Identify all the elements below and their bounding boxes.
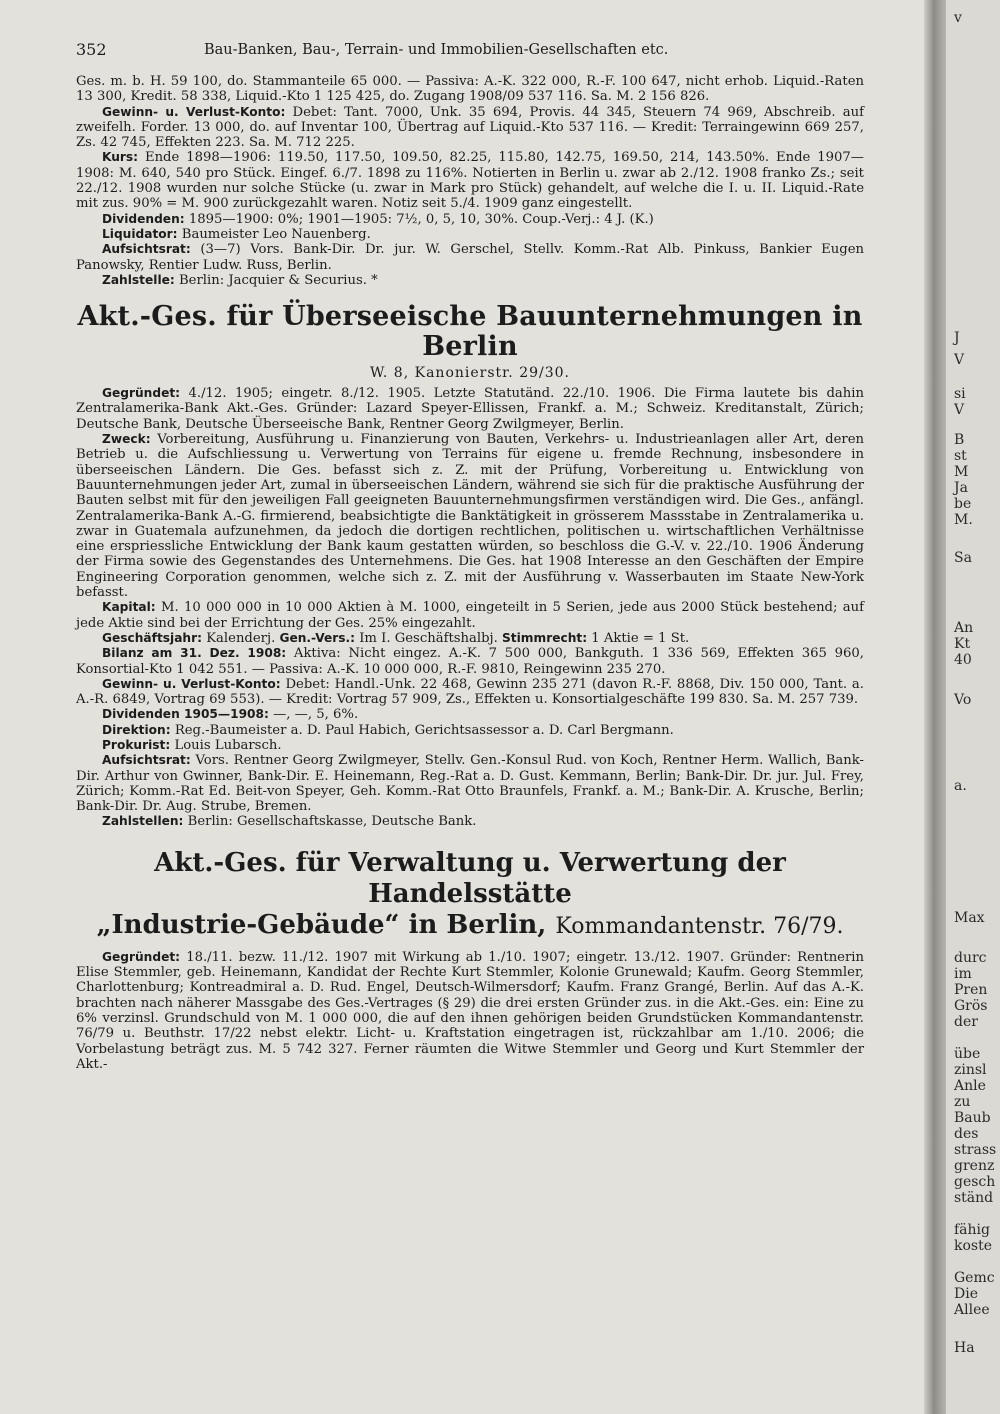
section2-direktion: Direktion: Reg.-Baumeister a. D. Paul Habich, Gerichtsassessor a. D. Carl Bergmann. xyxy=(102,722,674,738)
margin-fragment: Ha xyxy=(954,1340,975,1356)
section2-zahl-label: Zahlstellen: xyxy=(102,814,184,829)
margin-fragment: der xyxy=(954,1014,978,1030)
section2-div-label: Dividenden 1905—1908: xyxy=(102,707,269,722)
margin-fragment: B xyxy=(954,432,965,448)
section3-gegr-label: Gegründet: xyxy=(102,949,181,964)
margin-fragment: Grös xyxy=(954,998,988,1014)
book-gutter xyxy=(924,0,946,1414)
section2-prok-label: Prokurist: xyxy=(102,737,171,752)
section1-zahlstelle: Zahlstelle: Berlin: Jacquier & Securius. * xyxy=(102,272,378,288)
section2-kapital: Kapital: M. 10 000 000 in 10 000 Aktien à M. 1000, eingeteilt in 5 Serien, jede aus 2000 Stück bestehend; auf jede Aktie sind bei der Errichtung der Ges. 25% eingezahlt. xyxy=(76,600,864,631)
section2-bilanz: Bilanz am 31. Dez. 1908: Aktiva: Nicht eingez. A.-K. 7 500 000, Bankguth. 1 336 569, Effekten 365 960, Konsortial-Kto 1 042 551. — Passiva: A.-K. 10 000 000, R.-F. 9810, Reingewinn 235 270. xyxy=(76,646,864,677)
margin-fragment: strass xyxy=(954,1142,997,1158)
section1-zahl-label: Zahlstelle: xyxy=(102,272,175,287)
section2-bil-label: Bilanz am 31. Dez. 1908: xyxy=(102,646,287,661)
section2-gv-label: Gen.-Vers.: xyxy=(279,630,356,645)
margin-fragment: koste xyxy=(954,1238,993,1254)
margin-fragment: des xyxy=(954,1126,979,1142)
margin-fragment: be xyxy=(954,496,972,512)
section2-aufs-label: Aufsichtsrat: xyxy=(102,753,191,768)
margin-fragment: zu xyxy=(954,1094,971,1110)
margin-fragment: J xyxy=(954,330,960,346)
margin-fragment: Anle xyxy=(954,1078,986,1094)
page-content xyxy=(76,40,864,1072)
margin-fragment: fähig xyxy=(954,1222,990,1238)
section2-dir-label: Direktion: xyxy=(102,722,171,737)
margin-fragment: Vo xyxy=(954,692,972,708)
margin-fragment: a. xyxy=(954,778,967,794)
running-header xyxy=(76,40,864,74)
section1-liquidator: Liquidator: Baumeister Leo Nauenberg. xyxy=(102,226,371,242)
section2-st-label: Stimmrecht: xyxy=(502,630,588,645)
section1-kurs-label: Kurs: xyxy=(102,150,139,165)
section2-address: W. 8, Kanonierstr. 29/30. xyxy=(369,365,571,382)
section3-title-line2: „Industrie-Gebäude“ in Berlin, xyxy=(96,909,547,940)
section1-aufs-label: Aufsichtsrat: xyxy=(102,242,191,257)
margin-fragment: st xyxy=(954,448,967,464)
margin-fragment: 40 xyxy=(954,652,972,668)
margin-fragment: Ja xyxy=(954,480,968,496)
section2-dividenden: Dividenden 1905—1908: —, —, 5, 6%. xyxy=(102,707,359,723)
margin-fragment: si xyxy=(954,386,966,402)
margin-fragment: Allee xyxy=(954,1302,990,1318)
margin-fragment: grenz xyxy=(954,1158,995,1174)
section2-kap-label: Kapital: xyxy=(102,600,156,615)
margin-fragment: v xyxy=(954,10,962,26)
section2-gewinn: Gewinn- u. Verlust-Konto: Debet: Handl.-Unk. 22 468, Gewinn 235 271 (davon R.-F. 8868, Div. 150 000, Tant. a. A.-R. 6849, Vortrag 69 553). — Kredit: Vortrag 57 909, Zs., Effekten u. Konsortialgeschäfte 199 830. Sa. M. 257 739. xyxy=(76,676,864,708)
section1-kurs: Kurs: Ende 1898—1906: 119.50, 117.50, 109.50, 82.25, 115.80, 142.75, 169.50, 214, 143.50%. Ende 1907—1908: M. 640, 540 pro Stück. Eingef. 6./7. 1898 zu 116%. Notierten in Berlin u. zwar ab 2./12. 1908 franko Zs.; seit 22./12. 1908 wurden nur solche Stücke (u. zwar in Mark pro Stück) gehandelt, auf welche die I. u. II. Liquid.-Rate mit zus. 90% = M. 900 zurückgezahlt waren. Notiz seit 5./4. 1909 ganz eingestellt. xyxy=(76,150,864,212)
section1-div-label: Dividenden: xyxy=(102,211,185,226)
section2-zahlstellen: Zahlstellen: Berlin: Gesellschaftskasse, Deutsche Bank. xyxy=(102,814,477,830)
section1-intro: Ges. m. b. H. 59 100, do. Stammanteile 65 000. — Passiva: A.-K. 322 000, R.-F. 100 647, nicht erhob. Liquid.-Raten 13 300, Kredit. 58 338, Liquid.-Kto 1 125 425, do. Zugang 1908/09 537 116. Sa. M. 2 156 826. xyxy=(76,74,864,105)
section2-aufsichtsrat: Aufsichtsrat: Vors. Rentner Georg Zwilgmeyer, Stellv. Gen.-Konsul Rud. von Koch, Rentner Herm. Wallich, Bank-Dir. Arthur von Gwinner, Bank-Dir. E. Heinemann, Reg.-Rat a. D. Gust. Kemmann, Berlin; Bank-Dir. Dr. jur. Jul. Frey, Zürich; Komm.-Rat Ed. Beit-von Speyer, Geh. Komm.-Rat Otto Braunfels, Frankf. a. M.; Bank-Dir. A. Krusche, Berlin; Bank-Dir. Dr. Aug. Strube, Bremen. xyxy=(76,753,864,815)
section3-title-line1: Akt.-Ges. für Verwaltung u. Verwertung der Handelsstätte xyxy=(154,847,786,909)
section3-title xyxy=(76,848,864,942)
next-page-edge xyxy=(946,0,1000,1414)
margin-fragment: Sa xyxy=(954,550,972,566)
margin-fragment: Pren xyxy=(954,982,988,998)
running-title: Bau-Banken, Bau-, Terrain- und Immobilien-Gesellschaften etc. xyxy=(204,42,669,58)
section2-prokurist: Prokurist: Louis Lubarsch. xyxy=(102,737,282,753)
margin-fragment: Kt xyxy=(954,636,971,652)
margin-fragment: Gemc xyxy=(954,1270,995,1286)
page-number: 352 xyxy=(76,40,107,59)
margin-fragment: M. xyxy=(954,512,973,528)
section2-gegruendet: Gegründet: 4./12. 1905; eingetr. 8./12. 1905. Letzte Statutänd. 22./10. 1906. Die Firma lautete bis dahin Zentralamerika-Bank Akt.-Ges. Gründer: Lazard Speyer-Ellissen, Frankf. a. M.; Schweiz. Kreditanstalt, Zürich; Deutsche Bank, Deutsche Überseeische Bank, Rentner Georg Zwilgmeyer, Berlin. xyxy=(76,386,864,432)
section1-gewinn-label: Gewinn- u. Verlust-Konto: xyxy=(102,104,286,119)
margin-fragment: V xyxy=(954,402,965,418)
section3-title-address: Kommandantenstr. 76/79. xyxy=(555,913,844,939)
section1-dividenden: Dividenden: 1895—1900: 0%; 1901—1905: 7½, 0, 5, 10, 30%. Coup.-Verj.: 4 J. (K.) xyxy=(102,211,654,227)
margin-fragment: im xyxy=(954,966,972,982)
margin-fragment: Die xyxy=(954,1286,978,1302)
section2-guv-label: Gewinn- u. Verlust-Konto: xyxy=(102,676,281,691)
section2-geschaeftsjahr: Geschäftsjahr: Kalenderj. Gen.-Vers.: Im I. Geschäftshalbj. Stimmrecht: 1 Aktie = 1 St. xyxy=(102,630,690,646)
section1-aufsichtsrat: Aufsichtsrat: (3—7) Vors. Bank-Dir. Dr. jur. W. Gerschel, Stellv. Komm.-Rat Alb. Pinkuss, Bankier Eugen Panowsky, Rentier Ludw. Russ, Berlin. xyxy=(76,242,864,273)
margin-fragment: gesch xyxy=(954,1174,996,1190)
margin-fragment: Max xyxy=(954,910,985,926)
section1-liq-label: Liquidator: xyxy=(102,226,178,241)
margin-fragment: übe xyxy=(954,1046,981,1062)
margin-fragment: M xyxy=(954,464,969,480)
section2-zweck: Zweck: Vorbereitung, Ausführung u. Finanzierung von Bauten, Verkehrs- u. Industrieanlagen aller Art, deren Betrieb u. die Aufschliessung u. Verwertung von Terrains für eigene u. fremde Rechnung, insbesondere in überseeischen Ländern. Die Ges. befasst sich z. Z. mit der Prüfung, Vorbereitung u. Entwicklung von Bauunternehmungen jeder Art, zumal in überseeischen Ländern, während sie sich für die praktische Ausführung der Bauten selbst mit für den jeweiligen Fall geeigneten Bauunternehmungsfirmen verständigen wird. Die Ges., anfängl. Zentralamerika-Bank A.-G. firmierend, beabsichtigte die Banktätigkeit in grösserem Massstabe in Zentralamerika u. zwar in Guatemala aufzunehmen, da jedoch die dortigen rechtlichen, politischen u. wirtschaftlichen Verhältnisse eine erspriessliche Entwicklung der Bank kaum gestatten würden, so beschloss die G.-V. v. 22./10. 1906 Änderung der Firma sowie des Gegenstandes des Unternehmens. Die Ges. hat 1908 Interesse an den Geschäften der Empire Engineering Corporation genommen, welche sich z. Z. mit der Ausführung v. Wasserbauten im Staate New-York befasst. xyxy=(76,432,864,601)
margin-fragment: ständ xyxy=(954,1190,994,1206)
section2-gj-label: Geschäftsjahr: xyxy=(102,630,202,645)
section2-title: Akt.-Ges. für Überseeische Bauunternehmungen in Berlin xyxy=(77,301,863,363)
margin-fragment: Baub xyxy=(954,1110,991,1126)
margin-fragment: durc xyxy=(954,950,987,966)
margin-fragment: An xyxy=(954,620,974,636)
margin-fragment: V xyxy=(954,352,965,368)
section2-gegr-label: Gegründet: xyxy=(102,386,181,401)
section3-gegruendet: Gegründet: 18./11. bezw. 11./12. 1907 mit Wirkung ab 1./10. 1907; eingetr. 13./12. 1907. Gründer: Rentnerin Elise Stemmler, geb. Heinemann, Kandidat der Rechte Kurt Stemmler, Kolonie Grunewald; Kaufm. Georg Stemmler, Charlottenburg; Kontreadmiral a. D. Rud. Engel, Deutsch-Wilmersdorf; Kaufm. Franz Grangé, Berlin. Auf das A.-K. brachten nach näherer Massgabe des Ges.-Vertrages (§ 29) die drei ersten Gründer zus. in die Akt.-Ges. ein: Eine zu 6% verzinsl. Grundschuld von M. 1 000 000, die auf den ihnen gehörigen beiden Grundstücken Kommandantenstr. 76/79 u. Beuthstr. 17/22 nebst elektr. Licht- u. Kraftstation eingetragen ist, rückzahlbar am 1./10. 2006; die Vorbelastung beträgt zus. M. 5 742 327. Ferner räumten die Witwe Stemmler und Georg und Kurt Stemmler der Akt.- xyxy=(76,949,865,1072)
margin-fragment: zinsl xyxy=(954,1062,987,1078)
section2-zweck-label: Zweck: xyxy=(102,432,151,447)
section1-gewinn: Gewinn- u. Verlust-Konto: Debet: Tant. 7000, Unk. 35 694, Provis. 44 345, Steuern 74 969, Abschreib. auf zweifelh. Forder. 13 000, do. auf Inventar 100, Übertrag auf Liquid.-Kto 537 116. — Kredit: Terraingewinn 669 257, Zs. 42 745, Effekten 223. Sa. M. 712 225. xyxy=(76,104,864,151)
